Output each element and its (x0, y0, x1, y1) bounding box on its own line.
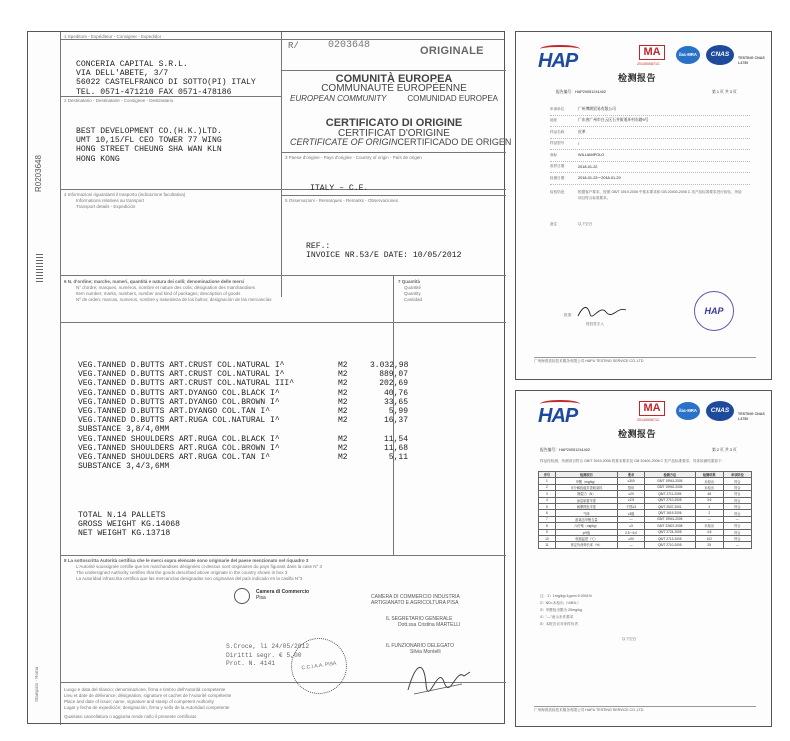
goods-unit: M2 (338, 407, 348, 417)
rule (60, 189, 506, 190)
consignee-label: 2 Destinatario - Destinataire - Consignee - Destinatario (64, 98, 174, 103)
goods-description: VEG.TANNED D.BUTTS ART.DYANGO COL.BLACK I^ (78, 388, 280, 398)
report-page: 第 1 页 共 3 页 (712, 90, 737, 94)
goods-unit: M2 (338, 397, 348, 407)
signature (404, 654, 474, 700)
goods-unit (338, 462, 370, 471)
report-field-row (550, 173, 750, 185)
goods-quantity: 16,37 (383, 416, 408, 426)
rule (60, 322, 506, 323)
goods-row (78, 453, 408, 462)
remarks-label: 备注 (550, 222, 558, 226)
date-stamp-line: S.Croce, li 24/05/2012 (226, 643, 310, 650)
rule (281, 70, 506, 71)
rule (281, 32, 282, 297)
table-row (539, 542, 752, 548)
quantity-sub: Quantity (404, 291, 421, 296)
goods-row (78, 416, 408, 425)
goods-unit: M2 (338, 416, 348, 426)
certificate-of-origin (27, 31, 512, 724)
date-stamp (226, 643, 309, 669)
goods-description: VEG.TANNED SHOULDERS ART.RUGA COL.BLACK I^ (78, 434, 280, 444)
consignee-line: BEST DEVELOPMENT CO.(H.K.)LTD. (76, 127, 222, 136)
table-cell: 3.6 (695, 497, 723, 503)
hap-arc-icon (540, 400, 580, 408)
origin-value: ITALY – C.E. (310, 184, 369, 193)
cert-line: CERTIFICATE OF ORIGIN (290, 137, 398, 147)
table-cell: — (618, 516, 645, 522)
ref-block (306, 242, 461, 260)
total-line: TOTAL N.14 PALLETS (78, 511, 166, 520)
secretary-block (386, 616, 460, 629)
report-page: 第 2 页 共 3 页 (712, 448, 737, 452)
goods-unit: M2 (338, 361, 348, 370)
official-line: IL FUNZIONARIO DELEGATO (386, 643, 454, 649)
field-key: 商标 (550, 152, 558, 157)
report-field-row (550, 116, 750, 128)
field-key: 申请单位 (550, 106, 565, 111)
transport-sub: Informations relatives au transport (76, 198, 145, 203)
goods-quantity (370, 462, 408, 471)
consignor-label: 1 Speditore - Expéditeur - Consigner - Expedidor (64, 34, 162, 39)
transport-sub: Transport details - Expedición (76, 204, 136, 209)
table-cell: 涂层粘着牢度 (555, 497, 617, 503)
place-date-sub: Lieu et date de délivrance; désignation, signature et cachet de l'Autorité compétente (64, 693, 232, 698)
goods-sub: N° d'ordre; marques, numéros, nombre et nature des colis; désignation des marchandises (76, 285, 256, 290)
goods-unit: M2 (338, 443, 348, 453)
consignor-line: CONCERIA CAPITAL S.R.L. (76, 60, 188, 69)
rule (534, 706, 756, 707)
certify-sub: L'Autorité soussignée certifie que les marchandises désignées ci-dessus sont originaires du pays figurant dans la case N° 3 (76, 564, 323, 569)
end-mark: 以下空白 (622, 637, 637, 641)
table-cell: — (618, 542, 645, 548)
certificate-title (286, 117, 512, 148)
chamber-logo-text (256, 589, 309, 601)
table-cell: 48 (695, 491, 723, 497)
report-number: 报告编号：HAP20051241402 (556, 90, 607, 94)
goods-quantity (370, 425, 408, 434)
goods-quantity: 5,99 (388, 407, 408, 417)
table-cell: 耐摩擦色牢度 (555, 503, 617, 509)
table-cell: 3.5～6.0 (618, 529, 645, 535)
goods-description: SUBSTANCE 3,4/3,6MM (78, 462, 170, 472)
goods-description: VEG.TANNED D.BUTTS ART.CRUST COL.NATURAL I^ (78, 370, 285, 380)
table-cell: 3 (539, 491, 556, 497)
table-cell: 6 (539, 510, 556, 516)
table-cell: ≤300 (618, 478, 645, 484)
certify-sub: The undersigned Authority certifies that the goods described above originate in the country shown in box 3 (76, 570, 288, 575)
rule (281, 152, 506, 153)
goods-sub: Nº de orden; marcas, numeros, nombre y naturaleza de los bultos; designación de las mercancías (76, 297, 272, 302)
table-cell: 符合 (723, 535, 751, 541)
field-value: 2018-01-23～2018-01-29 (578, 175, 621, 180)
table-cell: 7 (539, 516, 556, 522)
secretary-line: IL SEGRETARIO GENERALE (386, 616, 453, 622)
total-line: NET WEIGHT KG.13718 (78, 529, 171, 539)
table-cell: 六价铬（mg/kg） (555, 523, 617, 529)
serial-prefix: R/ (288, 41, 299, 51)
consignee-line: HONG STREET CHEUNG SHA WAN KLN (76, 145, 222, 155)
cma-mark: MA (639, 45, 665, 60)
table-cell: QB/T 2724-2005 (645, 529, 696, 535)
report-title: 检测报告 (618, 73, 657, 83)
rule (60, 32, 61, 725)
chamber-stamp: C.C.I.A.A. PISA (287, 634, 350, 697)
hap-arc-icon (540, 45, 580, 53)
field-value: WILLIAMPOLO (578, 153, 605, 158)
goods-row (78, 370, 408, 379)
report-field-row (550, 150, 750, 162)
quantity-sub: Quantité (404, 285, 422, 290)
consignor-block (76, 60, 256, 97)
table-cell: QB/T 2711-2005 (645, 491, 696, 497)
goods-description: VEG.TANNED SHOULDERS ART.RUGA COL.TAN I^ (78, 453, 271, 463)
rule (534, 357, 756, 358)
table-cell: 4 (539, 497, 556, 503)
table-cell: ≥90 (618, 535, 645, 541)
chamber-city: Pisa (256, 595, 266, 601)
consignor-line: VIA DELL'ABETE, 3/7 (76, 69, 169, 79)
table-cell: 25 (695, 542, 723, 548)
table-header-cell: 检测结果 (695, 472, 723, 478)
table-cell: GB/T 22807-2008 (645, 523, 696, 529)
results-notes (540, 593, 592, 628)
cnas-mark: CNAS (706, 401, 734, 421)
report-footer: 广州海普质检技术服务有限公司 HAPU TESTING SERVICE CO.,LTD (534, 359, 644, 363)
goods-unit: M2 (338, 370, 348, 380)
table-header-cell: 单项结论 (723, 472, 751, 478)
sign-title: 授权签字人 (586, 322, 604, 326)
table-cell: ≤3级 (618, 510, 645, 516)
field-key: 样品型号 (550, 141, 565, 146)
ilac-mark: ilac-MRA (676, 46, 700, 64)
total-line: GROSS WEIGHT KG.14068 (78, 520, 180, 530)
table-cell: 游离态甲醛含量 (555, 516, 617, 522)
cnas-mark: CNAS (706, 45, 734, 65)
table-cell: 收缩温度（℃） (555, 535, 617, 541)
rule (60, 39, 504, 40)
goods-unit: M2 (338, 388, 348, 398)
field-value: / (578, 141, 580, 146)
report-footer: 广州海普质检技术服务有限公司 HAPU TESTING SERVICE CO.,LTD (534, 708, 644, 712)
rule (60, 555, 506, 556)
goods-description: VEG.TANNED D.BUTTS ART.CRUST COL.NATURAL I^ (78, 361, 285, 370)
goods-list (78, 361, 408, 471)
title-line: COMMUNAUTÉ EUROPÉENNE (321, 83, 467, 94)
field-value: 皮革 (578, 129, 586, 134)
conclusion-text: 根据客户要求，按照 GB/T 3919-2008 中基本要求和 GB 20400-2006 C 类产品标准要求进行检验，所检项目符合标准要求。 (578, 190, 742, 200)
goods-quantity: 11,54 (383, 434, 408, 444)
table-cell: — (695, 516, 723, 522)
table-header-cell: 检测方法 (645, 472, 696, 478)
table-cell: GB/T 19941-2005 (645, 516, 696, 522)
consignor-line: TEL. 0571-471210 FAX 0571-478186 (76, 87, 232, 97)
table-cell: GB/T 19941-2005 (645, 478, 696, 484)
chamber-name: Camera di Commercio (256, 589, 310, 595)
chamber-line: ARTIGIANATO E AGRICOLTURA PISA (371, 600, 459, 607)
consignee-block (76, 127, 222, 164)
report-number: 报告编号：HAP20051241402 (540, 448, 591, 452)
footer-note: Qualsiasi cancellatura o aggiunta rende nullo il presente certificato (64, 714, 197, 719)
quantity-sub: Cantidad (404, 297, 423, 302)
side-note: Stampato - Roma (34, 666, 39, 702)
table-cell: 可分解致癌芳香胺染料 (555, 484, 617, 490)
title-line: EUROPEAN COMMUNITY (290, 94, 387, 103)
field-key: 收样日期 (550, 164, 565, 169)
goods-description: VEG.TANNED D.BUTTS ART.CRUST COL.NATURAL III^ (78, 379, 295, 389)
note-line: 2）ND=未检出（<MDL） (540, 601, 581, 605)
field-key: 检测日期 (550, 175, 565, 180)
table-cell: 4 (695, 503, 723, 509)
chamber-issuer (371, 594, 460, 607)
official-line: Silvia Montelli (410, 649, 441, 656)
remarks-text: 以下空白 (578, 222, 593, 226)
table-cell: 甲醛（mg/kg） (555, 478, 617, 484)
quantity-label: 7 Quantità (398, 279, 421, 284)
place-date-label: Luogo e data del rilascio; denominazione, firma e timbro dell'Autorità competente (64, 687, 226, 692)
table-cell: ≥20 (618, 491, 645, 497)
table-cell: 规定负荷伸长率（%） (555, 542, 617, 548)
signer-label: 批准： (564, 313, 575, 317)
side-serial: R0203648 (34, 155, 43, 192)
cert-line-row (286, 137, 512, 148)
goods-description: VEG.TANNED D.BUTTS ART.RUGA COL.NATURAL I^ (78, 416, 280, 426)
place-date-sub: Place and date of issue; name, signature and stamp of competent Authority (64, 699, 214, 704)
ref-line: INVOICE NR.53/E DATE: 10/05/2012 (306, 251, 462, 261)
serial-number: 0203648 (328, 40, 371, 51)
report-title: 检测报告 (618, 429, 657, 439)
table-cell: 干擦≥3 (618, 503, 645, 509)
table-cell: 2 (695, 510, 723, 516)
goods-quantity: 5,11 (388, 453, 408, 463)
table-cell: 未检出 (695, 478, 723, 484)
origin-label: 3 Paese d'origine - Pays d'origine - Country of origin - País de origen (285, 155, 422, 160)
remarks-label: 5 Osservazioni - Remarques - Remarks - Observaciones (285, 198, 399, 203)
goods-quantity: 40,76 (383, 388, 408, 398)
note-line: 注：1）1mg/kg=1ppm=0.0001% (540, 594, 592, 598)
date-stamp-line: Diritti segr. € 5,00 (226, 651, 302, 659)
report-field-row (550, 127, 750, 139)
goods-unit (338, 425, 370, 434)
totals-block (78, 511, 180, 539)
goods-description: VEG.TANNED D.BUTTS ART.DYANGO COL.BROWN I^ (78, 397, 280, 407)
table-cell: QB/T 2713-2005 (645, 535, 696, 541)
note-line: 4）"—"表示未作要求 (540, 615, 574, 619)
goods-row (78, 435, 408, 444)
table-cell: 2 (539, 484, 556, 490)
goods-label: 6 N. d'ordine; marche, numeri, quantità e natura dei colli; denominazione delle merci (64, 279, 245, 284)
goods-sub: Item number; marks, numbers, number and kind of packages; description of goods (76, 291, 241, 296)
table-cell: 未检出 (695, 484, 723, 490)
goods-quantity: 11,68 (383, 443, 408, 453)
rule (281, 195, 506, 196)
table-cell: 符合 (723, 523, 751, 529)
goods-quantity: 3.032,98 (370, 361, 409, 370)
goods-quantity: 202,69 (379, 379, 408, 389)
rule (60, 275, 506, 276)
table-cell: — (723, 542, 751, 548)
goods-row (78, 398, 408, 407)
hap-logo: HAP (538, 50, 578, 72)
transport-label: 4 Informazioni riguardanti il trasporto (indicazione facoltativa) (64, 192, 186, 197)
table-cell: 符合 (723, 478, 751, 484)
note-line: 5）本报告仅对来样负责 (540, 622, 578, 626)
goods-description: VEG.TANNED SHOULDERS ART.RUGA COL.BROWN I^ (78, 443, 280, 453)
table-cell: 1 (539, 478, 556, 484)
note-line: 3）甲醛检出限为 20mg/kg (540, 608, 582, 612)
goods-description: SUBSTANCE 3,8/4,0MM (78, 425, 170, 435)
original-label: ORIGINALE (420, 45, 484, 57)
field-value: 广州博朗贸易有限公司 (578, 106, 616, 111)
ref-line: REF.: (306, 242, 331, 251)
goods-row (78, 379, 408, 388)
conclusion-label: 检验结论 (550, 190, 565, 194)
table-cell: pH值 (555, 529, 617, 535)
report-field-row (550, 162, 750, 174)
table-cell: 符合 (723, 497, 751, 503)
table-cell: 气味 (555, 510, 617, 516)
table-cell: 撕裂力（N） (555, 491, 617, 497)
cert-line: CERTIFICADO DE ORIGEN (397, 137, 512, 147)
title-line: COMUNITÀ EUROPEA (335, 73, 453, 85)
goods-quantity: 889,07 (379, 370, 408, 380)
table-cell: QB/T 2710-2005 (645, 497, 696, 503)
cma-number: 2014000871C (637, 62, 660, 66)
table-cell: QB/T 2537-2001 (645, 503, 696, 509)
goods-unit: M2 (338, 434, 348, 444)
report-field-row (550, 139, 750, 151)
title-line-row (286, 94, 502, 104)
cma-mark: MA (639, 401, 665, 416)
report-fields (550, 104, 750, 185)
cnas-sub: TESTING CNAS L4750 (738, 56, 765, 65)
results-table (538, 471, 752, 549)
table-cell: 符合 (723, 491, 751, 497)
goods-row (78, 425, 408, 434)
table-cell: 11 (539, 542, 556, 548)
table-cell: 符合 (723, 484, 751, 490)
goods-quantity: 33,65 (383, 397, 408, 407)
title-line: COMUNIDAD EUROPEA (407, 94, 498, 103)
consignor-line: 56022 CASTELFRANCO DI SOTTO(PI) ITALY (76, 78, 256, 88)
place-date-sub: Lugar y fecha de expedición; designación, firma y sello de la Autoridad competente (64, 705, 230, 710)
cert-line: CERTIFICAT D'ORIGINE (338, 127, 450, 139)
table-cell: 禁用 (618, 484, 645, 490)
table-cell: 符合 (723, 510, 751, 516)
chamber-line: CAMERA DI COMMERCIO INDUSTRIA (371, 594, 460, 600)
table-cell: 符合 (723, 529, 751, 535)
cert-line: CERTIFICATO DI ORIGINE (325, 117, 463, 129)
date-stamp-line: Prot. N. 4141 (226, 660, 276, 667)
table-cell: GB/T 19942-2005 (645, 484, 696, 490)
table-cell: QB/T 1619-2006 (645, 510, 696, 516)
goods-row (78, 462, 408, 471)
consignee-line: HONG KONG (76, 154, 120, 164)
table-cell: 4.6 (695, 529, 723, 535)
hap-logo: HAP (538, 405, 578, 427)
table-header-cell: 检测项目 (555, 472, 617, 478)
table-cell: 符合 (723, 503, 751, 509)
test-report-page-2 (515, 390, 772, 727)
table-cell: ≤3 (618, 523, 645, 529)
table-cell: 未检出 (695, 523, 723, 529)
table-header-cell: 要求 (618, 472, 645, 478)
report-stamp: HAP (694, 291, 734, 331)
barcode-strip (36, 252, 43, 282)
field-value: 广东省广州市白云区石井街道环村东路9号 (578, 118, 649, 123)
field-value: 2018-01-22 (578, 164, 598, 169)
table-cell: ≥2.5 (618, 497, 645, 503)
test-report-page-1 (515, 31, 772, 380)
goods-row (78, 407, 408, 416)
report-field-row (550, 104, 750, 116)
report-intro: 样品经检测，所测项目符合 GB/T 3919-2008 的基本要求及 GB 20400-2006 C 类产品标准要求，具体检测结果如下： (540, 459, 726, 463)
table-cell: 5 (539, 503, 556, 509)
secretary-line: Dott.ssa Cristina MARTELLI (398, 622, 461, 629)
community-title (286, 74, 502, 104)
field-key: 样品名称 (550, 129, 565, 134)
table-header-cell: 序号 (539, 472, 556, 478)
table-cell: 8 (539, 523, 556, 529)
cma-number: 2014000871C (637, 418, 660, 422)
table-cell: — (723, 516, 751, 522)
goods-row (78, 361, 408, 370)
goods-unit: M2 (338, 379, 348, 389)
ilac-mark: ilac-MRA (676, 402, 700, 420)
goods-row (78, 389, 408, 398)
approver-signature (576, 302, 634, 320)
goods-description: VEG.TANNED D.BUTTS ART.DYANGO COL.TAN I^ (78, 407, 271, 417)
certify-sub: La Autoridad infrascrita certifica que las mercancías designadas son originarias del país indicado en la casilla N°3 (76, 576, 303, 581)
goods-unit: M2 (338, 453, 348, 463)
consignee-line: UMT 10,15/FL CEO TOWER 77 WING (76, 136, 222, 146)
table-cell: 9 (539, 529, 556, 535)
goods-row (78, 444, 408, 453)
table-cell: 102 (695, 535, 723, 541)
certify-label: 8 La sottoscritta Autorità certifica che le merci sopra elencate sono originarie del paese menzionato nel riquadro 3 (64, 558, 309, 563)
cnas-sub: TESTING CNAS L4750 (738, 412, 765, 421)
table-cell: 10 (539, 535, 556, 541)
chamber-emblem-icon (234, 588, 250, 604)
table-cell: QB/T 2710-2005 (645, 542, 696, 548)
field-key: 地址 (550, 118, 558, 123)
